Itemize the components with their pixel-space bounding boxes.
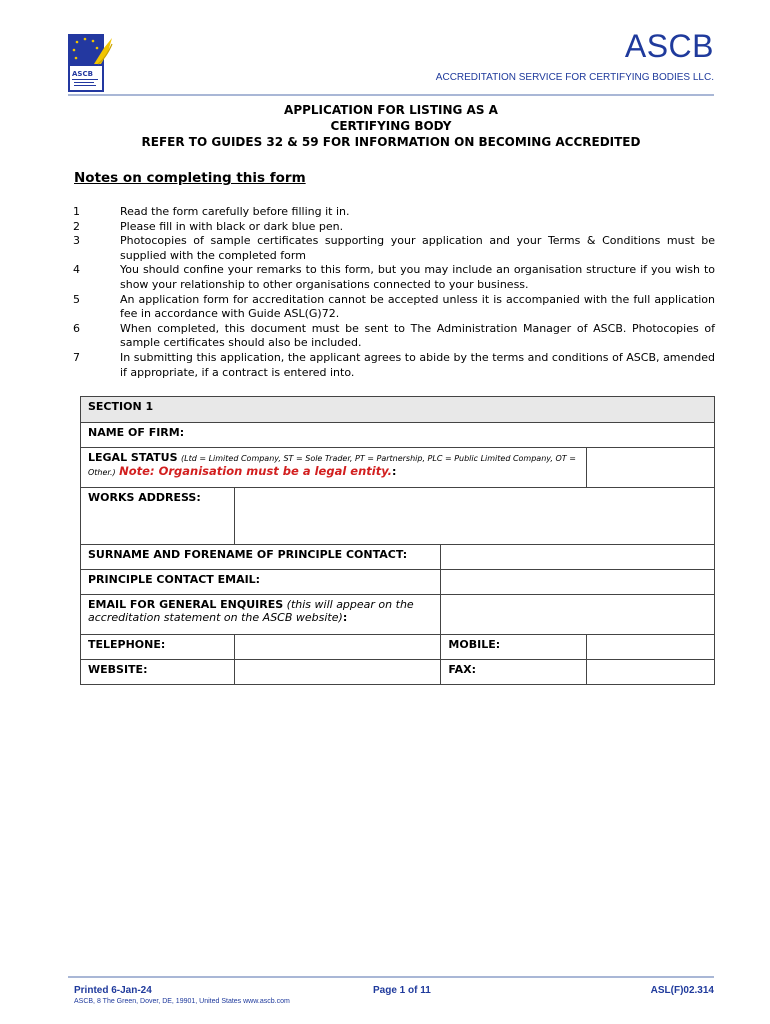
principle-email-label: PRINCIPLE CONTACT EMAIL: xyxy=(81,570,441,595)
principle-email-input[interactable] xyxy=(441,570,715,595)
telephone-label: TELEPHONE: xyxy=(81,635,235,660)
website-input[interactable] xyxy=(234,660,441,685)
printed-date: Printed 6-Jan-24 xyxy=(74,985,152,996)
footer-divider xyxy=(68,976,714,978)
note-number: 2 xyxy=(73,219,80,233)
legal-status-colon: : xyxy=(392,465,397,478)
fax-input[interactable] xyxy=(587,660,715,685)
general-email-colon: : xyxy=(342,611,348,624)
document-reference: ASL(F)02.314 xyxy=(650,985,714,996)
note-item xyxy=(73,322,715,351)
mobile-input[interactable] xyxy=(587,635,715,660)
note-text: In submitting this application, the applicant agrees to abide by the terms and conditions of ASCB, amended if appropriate, if a contract is entered into. xyxy=(120,350,715,379)
note-item xyxy=(73,234,715,263)
works-address-input[interactable] xyxy=(234,488,714,545)
ascb-logo xyxy=(68,34,118,92)
note-number: 7 xyxy=(73,350,80,364)
note-number: 1 xyxy=(73,205,80,218)
legal-status-hint: (Ltd = Limited Company, ST = Sole Trader, PT = Partnership, PLC = Public Limited Company, OT = Other.) xyxy=(88,454,576,477)
general-email-input[interactable] xyxy=(441,595,715,635)
telephone-input[interactable] xyxy=(234,635,441,660)
principle-contact-label: SURNAME AND FORENAME OF PRINCIPLE CONTACT: xyxy=(81,545,441,570)
application-form-table xyxy=(80,396,715,685)
note-item xyxy=(73,351,715,380)
note-text: Photocopies of sample certificates supporting your application and your Terms & Conditions must be supplied with the completed form xyxy=(120,234,715,262)
website-label: WEBSITE: xyxy=(81,660,235,685)
notes-list xyxy=(73,205,715,380)
legal-entity-note: Note: Organisation must be a legal entity. xyxy=(119,464,393,478)
note-text: You should confine your remarks to this form, but you may include an organisation structure if you wish to show your relationship to other organisations connected to your business. xyxy=(120,263,715,291)
legal-status-field[interactable] xyxy=(81,448,587,488)
brand-subtitle: ACCREDITATION SERVICE FOR CERTIFYING BODIES LLC. xyxy=(435,72,714,83)
footer-address: ASCB, 8 The Green, Dover, DE, 19901, United States www.ascb.com xyxy=(74,998,290,1005)
note-text: When completed, this document must be sent to The Administration Manager of ASCB. Photocopies of sample certificates should also be included. xyxy=(120,321,715,350)
general-email-hint: (this will appear on the accreditation statement on the ASCB website) xyxy=(88,598,414,624)
note-number: 6 xyxy=(73,321,80,335)
header-divider xyxy=(68,94,714,96)
page-number: Page 1 of 11 xyxy=(373,985,431,996)
works-address-label: WORKS ADDRESS: xyxy=(81,488,235,545)
note-item xyxy=(73,263,715,292)
note-number: 3 xyxy=(73,234,80,248)
title-line-3: REFER TO GUIDES 32 & 59 FOR INFORMATION ON BECOMING ACCREDITED xyxy=(141,135,641,149)
note-text: Read the form carefully before filling it in. xyxy=(120,205,350,218)
principle-contact-input[interactable] xyxy=(441,545,715,570)
legal-status-label: LEGAL STATUS xyxy=(88,451,178,464)
note-number: 4 xyxy=(73,263,80,277)
logo-text: ASCB xyxy=(72,70,93,78)
notes-heading: Notes on completing this form xyxy=(74,170,306,186)
legal-status-input[interactable] xyxy=(587,448,715,488)
general-email-field xyxy=(81,595,441,635)
note-number: 5 xyxy=(73,292,80,306)
mobile-label: MOBILE: xyxy=(441,635,587,660)
note-item xyxy=(73,293,715,322)
general-email-label: EMAIL FOR GENERAL ENQUIRES xyxy=(88,598,284,611)
note-text: Please fill in with black or dark blue pen. xyxy=(120,219,344,233)
section-1-header: SECTION 1 xyxy=(81,397,715,423)
title-line-1: APPLICATION FOR LISTING AS A xyxy=(284,103,498,117)
name-of-firm-field[interactable]: NAME OF FIRM: xyxy=(81,423,715,448)
brand-name: ASCB xyxy=(624,28,714,64)
note-text: An application form for accreditation cannot be accepted unless it is accompanied with the full application fee in accordance with Guide ASL(G)72. xyxy=(120,292,715,321)
document-title xyxy=(68,102,714,150)
title-line-2: CERTIFYING BODY xyxy=(330,119,452,133)
note-item xyxy=(73,220,715,235)
fax-label: FAX: xyxy=(441,660,587,685)
note-item xyxy=(73,205,715,220)
